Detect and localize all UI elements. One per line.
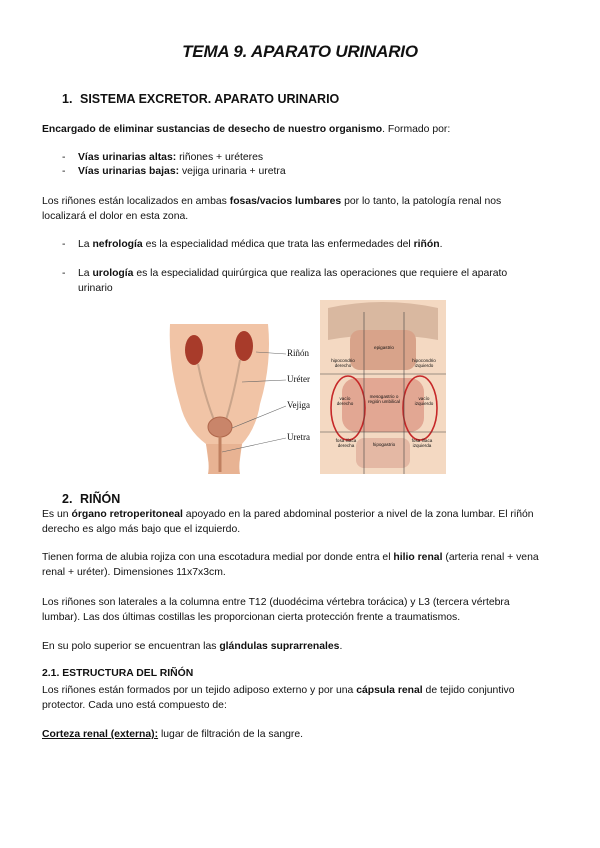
region-hipogastrio: hipogastrio (372, 442, 396, 447)
label-vejiga: Vejiga (287, 400, 310, 410)
vias-bajas-text: vejiga urinaria + uretra (179, 166, 286, 177)
retroperitoneal-paragraph (42, 507, 542, 537)
label-uretra: Uretra (287, 432, 310, 442)
label-rinon: Riñón (287, 348, 310, 358)
section-1-heading (62, 92, 339, 106)
list-item-urologia (62, 266, 542, 296)
section-2-title: RIÑÓN (80, 492, 121, 506)
dash-bullet: - (62, 166, 66, 177)
forma-paragraph (42, 550, 542, 580)
vias-bajas-label: Vías urinarias bajas: (78, 166, 180, 177)
text-run: . (439, 239, 443, 250)
corteza-label: Corteza renal (externa): (42, 729, 159, 740)
text-run: . (339, 641, 343, 652)
polo-paragraph (42, 639, 542, 654)
intro-rest: . Formado por: (382, 124, 451, 135)
section-1-title: SISTEMA EXCRETOR. APARATO URINARIO (80, 92, 340, 106)
text-run: Es un (42, 509, 72, 520)
text-run: lugar de filtración de la sangre. (158, 729, 304, 740)
text-run: La (78, 268, 93, 279)
hilio-bold: hilio renal (393, 552, 443, 563)
text-run: por lo tanto, la patología renal nos localizará el dolor en esta zona. (42, 196, 502, 222)
region-fosa-iliaca-derecha: fosa ilíaca derecha (335, 438, 357, 448)
intro-paragraph (42, 122, 542, 137)
list-item-nefrologia (62, 237, 542, 252)
region-hipocondrio-izquierdo: hipocondrio izquierdo (412, 358, 436, 368)
intro-bold: Encargado de eliminar sustancias de desecho de nuestro organismo (42, 124, 383, 135)
list-item-vias-bajas (62, 164, 542, 179)
estructura-paragraph (42, 683, 542, 713)
suprarrenales-bold: glándulas suprarrenales (219, 641, 340, 652)
text-run: En su polo superior se encuentran las (42, 641, 220, 652)
page-title: TEMA 9. APARATO URINARIO (182, 42, 418, 61)
rinon-bold: riñón (413, 239, 440, 250)
region-fosa-iliaca-izquierda: fosa ilíaca izquierda (411, 438, 433, 448)
dash-bullet: - (62, 239, 66, 250)
text-run: (arteria renal + vena renal + uréter). Dimensiones 11x7x3cm. (42, 552, 539, 578)
nefrologia-bold: nefrología (92, 239, 143, 250)
region-hipocondrio-derecho: hipocondrio derecho (331, 358, 355, 368)
urinary-system-illustration (160, 324, 316, 474)
text-run: Los riñones están localizados en ambas (42, 196, 230, 207)
text-run: apoyado en la pared abdominal posterior a nivel de la zona lumbar. El riñón derecho es algo más bajo que el izquierdo. (42, 509, 534, 535)
text-run: Tienen forma de alubia rojiza con una escotadura medial por donde entra el (42, 552, 394, 563)
text-run: es la especialidad quirúrgica que realiza las operaciones que requiere el aparato urinario (78, 268, 508, 294)
region-vacio-derecho: vacío derecho (336, 396, 354, 406)
location-paragraph (42, 194, 542, 224)
dash-bullet: - (62, 152, 66, 163)
vias-altas-label: Vías urinarias altas: (78, 152, 177, 163)
text-run: es la especialidad médica que trata las enfermedades del (142, 239, 414, 250)
retroperitoneal-bold: órgano retroperitoneal (71, 509, 183, 520)
region-vacio-izquierdo: vacío izquierdo (414, 396, 434, 406)
corteza-paragraph (42, 727, 542, 742)
urologia-bold: urología (92, 268, 134, 279)
section-2-number: 2. (62, 492, 73, 506)
region-mesogastrio: mesogastrio o región umbilical (368, 394, 400, 404)
subsection-2-1-heading: 2.1. ESTRUCTURA DEL RIÑÓN (42, 668, 194, 679)
text-run: Los riñones están formados por un tejido adiposo externo y por una (42, 685, 357, 696)
text-run: de tejido conjuntivo protector. Cada uno está compuesto de: (42, 685, 515, 711)
dash-bullet: - (62, 268, 66, 279)
label-ureter: Uréter (287, 374, 310, 384)
fosas-bold: fosas/vacios lumbares (229, 196, 342, 207)
section-1-number: 1. (62, 92, 73, 106)
section-2-heading (62, 492, 120, 506)
capsula-bold: cápsula renal (356, 685, 423, 696)
list-item-vias-altas (62, 150, 542, 165)
region-epigastrio: epigastrio (374, 345, 394, 350)
text-run: La (78, 239, 93, 250)
vias-altas-text: riñones + uréteres (176, 152, 264, 163)
lateral-paragraph: Los riñones son laterales a la columna entre T12 (duodécima vértebra torácica) y L3 (tercera vértebra lumbar). Las dos últimas costillas les proporcionan cierta protección frente a traumatismos. (42, 597, 510, 623)
